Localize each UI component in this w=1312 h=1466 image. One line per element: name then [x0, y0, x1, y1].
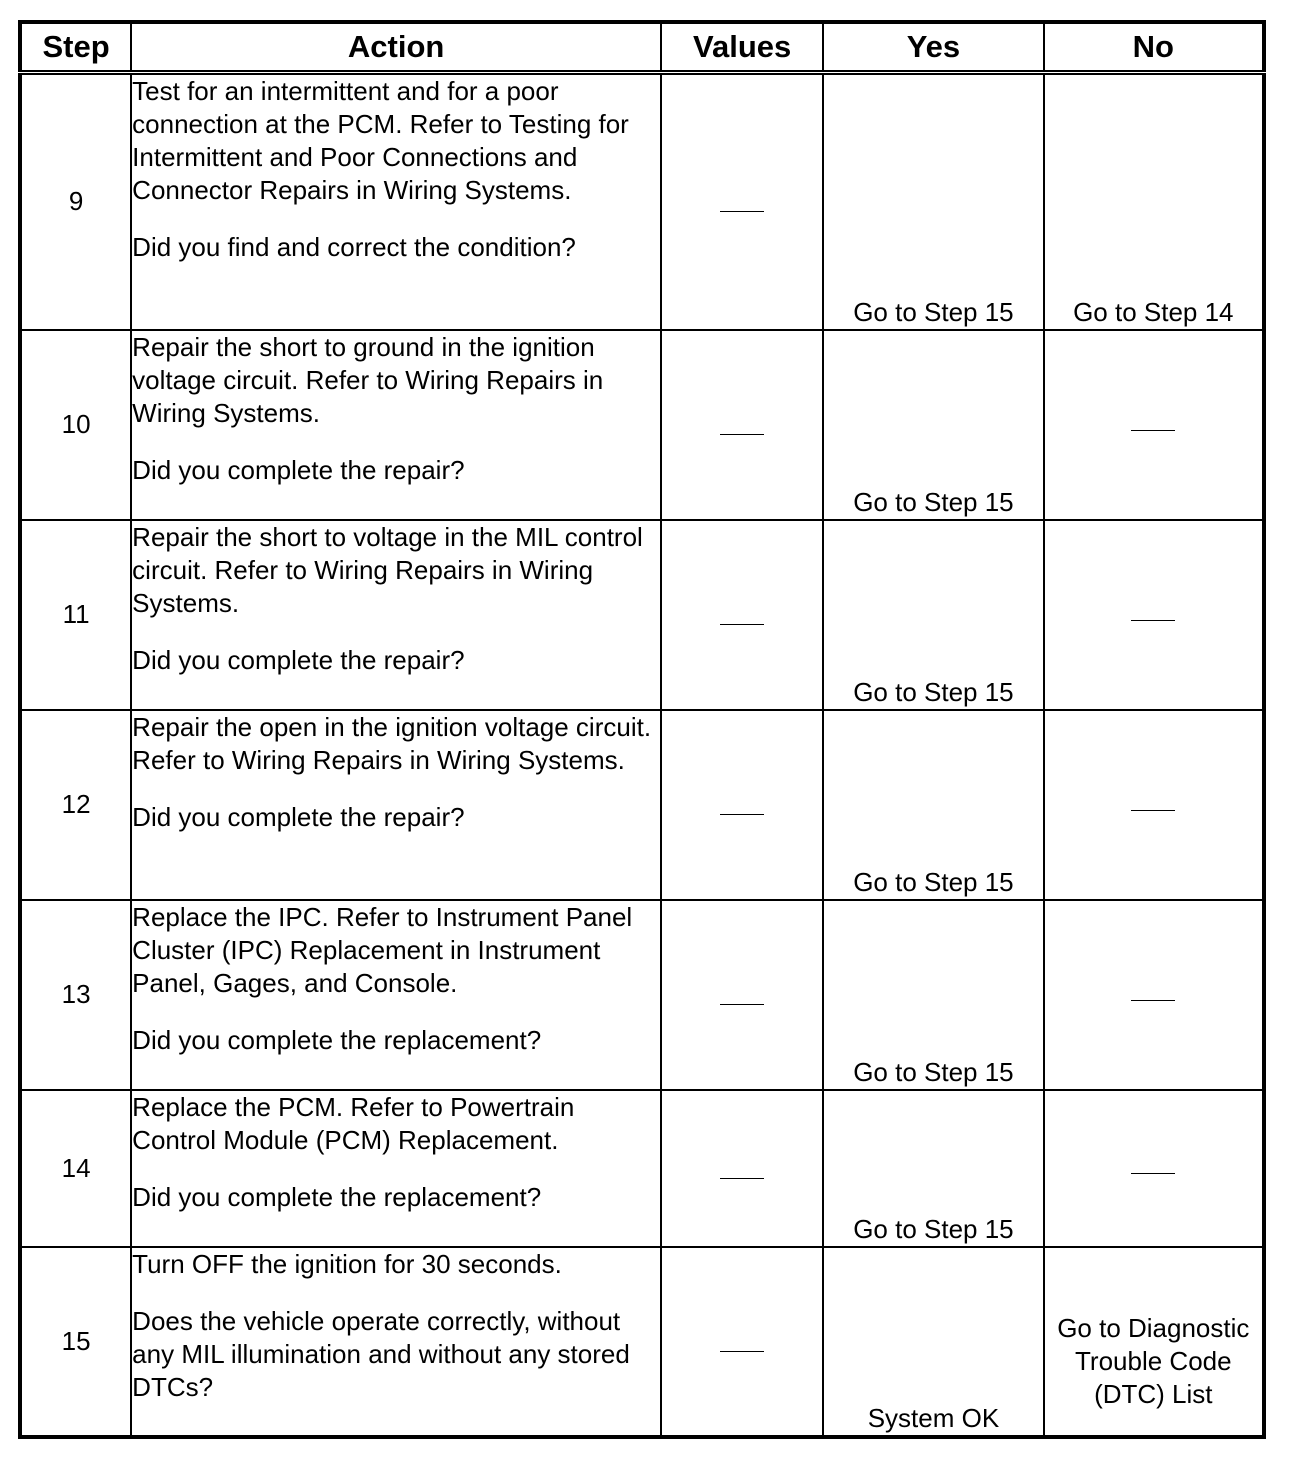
- no-cell: Go to Diagnostic Trouble Code (DTC) List: [1044, 1247, 1264, 1437]
- step-cell: 15: [20, 1247, 131, 1437]
- action-instruction: Repair the short to voltage in the MIL control circuit. Refer to Wiring Repairs in Wiring Systems.: [132, 521, 643, 618]
- header-yes: Yes: [823, 22, 1043, 73]
- step-cell: 9: [20, 73, 131, 330]
- action-question: Did you complete the replacement?: [132, 1024, 542, 1055]
- no-cell: [1044, 710, 1264, 900]
- yes-cell: Go to Step 15: [823, 73, 1043, 330]
- dash-line: [720, 1004, 764, 1005]
- table-row: [20, 520, 1264, 710]
- action-question: Did you complete the repair?: [132, 644, 465, 675]
- action-question: Did you find and correct the condition?: [132, 232, 576, 262]
- action-question: Did you complete the repair?: [132, 801, 465, 832]
- action-instruction: Turn OFF the ignition for 30 seconds.: [132, 1248, 562, 1279]
- dash-line: [1131, 810, 1175, 811]
- action-instruction: Repair the short to ground in the ignition voltage circuit. Refer to Wiring Repairs in Wiring Systems.: [132, 331, 604, 428]
- action-question: Did you complete the repair?: [132, 454, 465, 485]
- no-cell: [1044, 900, 1264, 1090]
- dash-line: [720, 1178, 764, 1179]
- no-cell: [1044, 520, 1264, 710]
- values-cell: [661, 900, 823, 1090]
- action-question: Did you complete the replacement?: [132, 1181, 542, 1212]
- values-cell: [661, 330, 823, 520]
- no-cell: Go to Step 14: [1044, 73, 1264, 330]
- yes-cell: Go to Step 15: [823, 900, 1043, 1090]
- header-no: No: [1044, 22, 1264, 73]
- action-instruction: Replace the PCM. Refer to Powertrain Control Module (PCM) Replacement.: [132, 1091, 575, 1155]
- action-cell: [131, 330, 661, 520]
- action-instruction: Replace the IPC. Refer to Instrument Panel Cluster (IPC) Replacement in Instrument Panel, Gages, and Console.: [132, 901, 633, 998]
- dash-line: [720, 434, 764, 435]
- values-cell: [661, 710, 823, 900]
- dash-line: [720, 211, 764, 212]
- step-cell: 10: [20, 330, 131, 520]
- yes-cell: System OK: [823, 1247, 1043, 1437]
- dash-line: [1131, 430, 1175, 431]
- header-values: Values: [661, 22, 823, 73]
- step-cell: 14: [20, 1090, 131, 1247]
- table-row: [20, 1090, 1264, 1247]
- yes-cell: Go to Step 15: [823, 1090, 1043, 1247]
- header-step: Step: [20, 22, 131, 73]
- dash-line: [1131, 1173, 1175, 1174]
- header-row: [20, 22, 1264, 73]
- table-row: [20, 330, 1264, 520]
- dash-line: [720, 624, 764, 625]
- no-cell: [1044, 330, 1264, 520]
- action-cell: [131, 900, 661, 1090]
- table-row: [20, 900, 1264, 1090]
- values-cell: [661, 1090, 823, 1247]
- action-cell: [131, 1090, 661, 1247]
- dash-line: [1131, 1000, 1175, 1001]
- yes-cell: Go to Step 15: [823, 520, 1043, 710]
- action-cell: [131, 73, 661, 330]
- yes-cell: Go to Step 15: [823, 330, 1043, 520]
- values-cell: [661, 73, 823, 330]
- dash-line: [720, 814, 764, 815]
- values-cell: [661, 1247, 823, 1437]
- diagnostic-table: [18, 20, 1266, 1439]
- action-cell: [131, 1247, 661, 1437]
- values-cell: [661, 520, 823, 710]
- step-cell: 13: [20, 900, 131, 1090]
- action-instruction: Repair the open in the ignition voltage circuit. Refer to Wiring Repairs in Wiring Systems.: [132, 711, 652, 775]
- yes-cell: Go to Step 15: [823, 710, 1043, 900]
- table-row: [20, 73, 1264, 330]
- step-cell: 12: [20, 710, 131, 900]
- action-cell: [131, 710, 661, 900]
- table-row: [20, 1247, 1264, 1437]
- action-cell: [131, 520, 661, 710]
- action-instruction: Test for an intermittent and for a poor connection at the PCM. Refer to Testing for Intermittent and Poor Connections and Connector Repairs in Wiring Systems.: [132, 76, 629, 205]
- dash-line: [720, 1351, 764, 1352]
- action-question: Does the vehicle operate correctly, without any MIL illumination and without any stored DTCs?: [132, 1305, 630, 1402]
- table-row: [20, 710, 1264, 900]
- header-action: Action: [131, 22, 661, 73]
- no-cell: [1044, 1090, 1264, 1247]
- step-cell: 11: [20, 520, 131, 710]
- dash-line: [1131, 620, 1175, 621]
